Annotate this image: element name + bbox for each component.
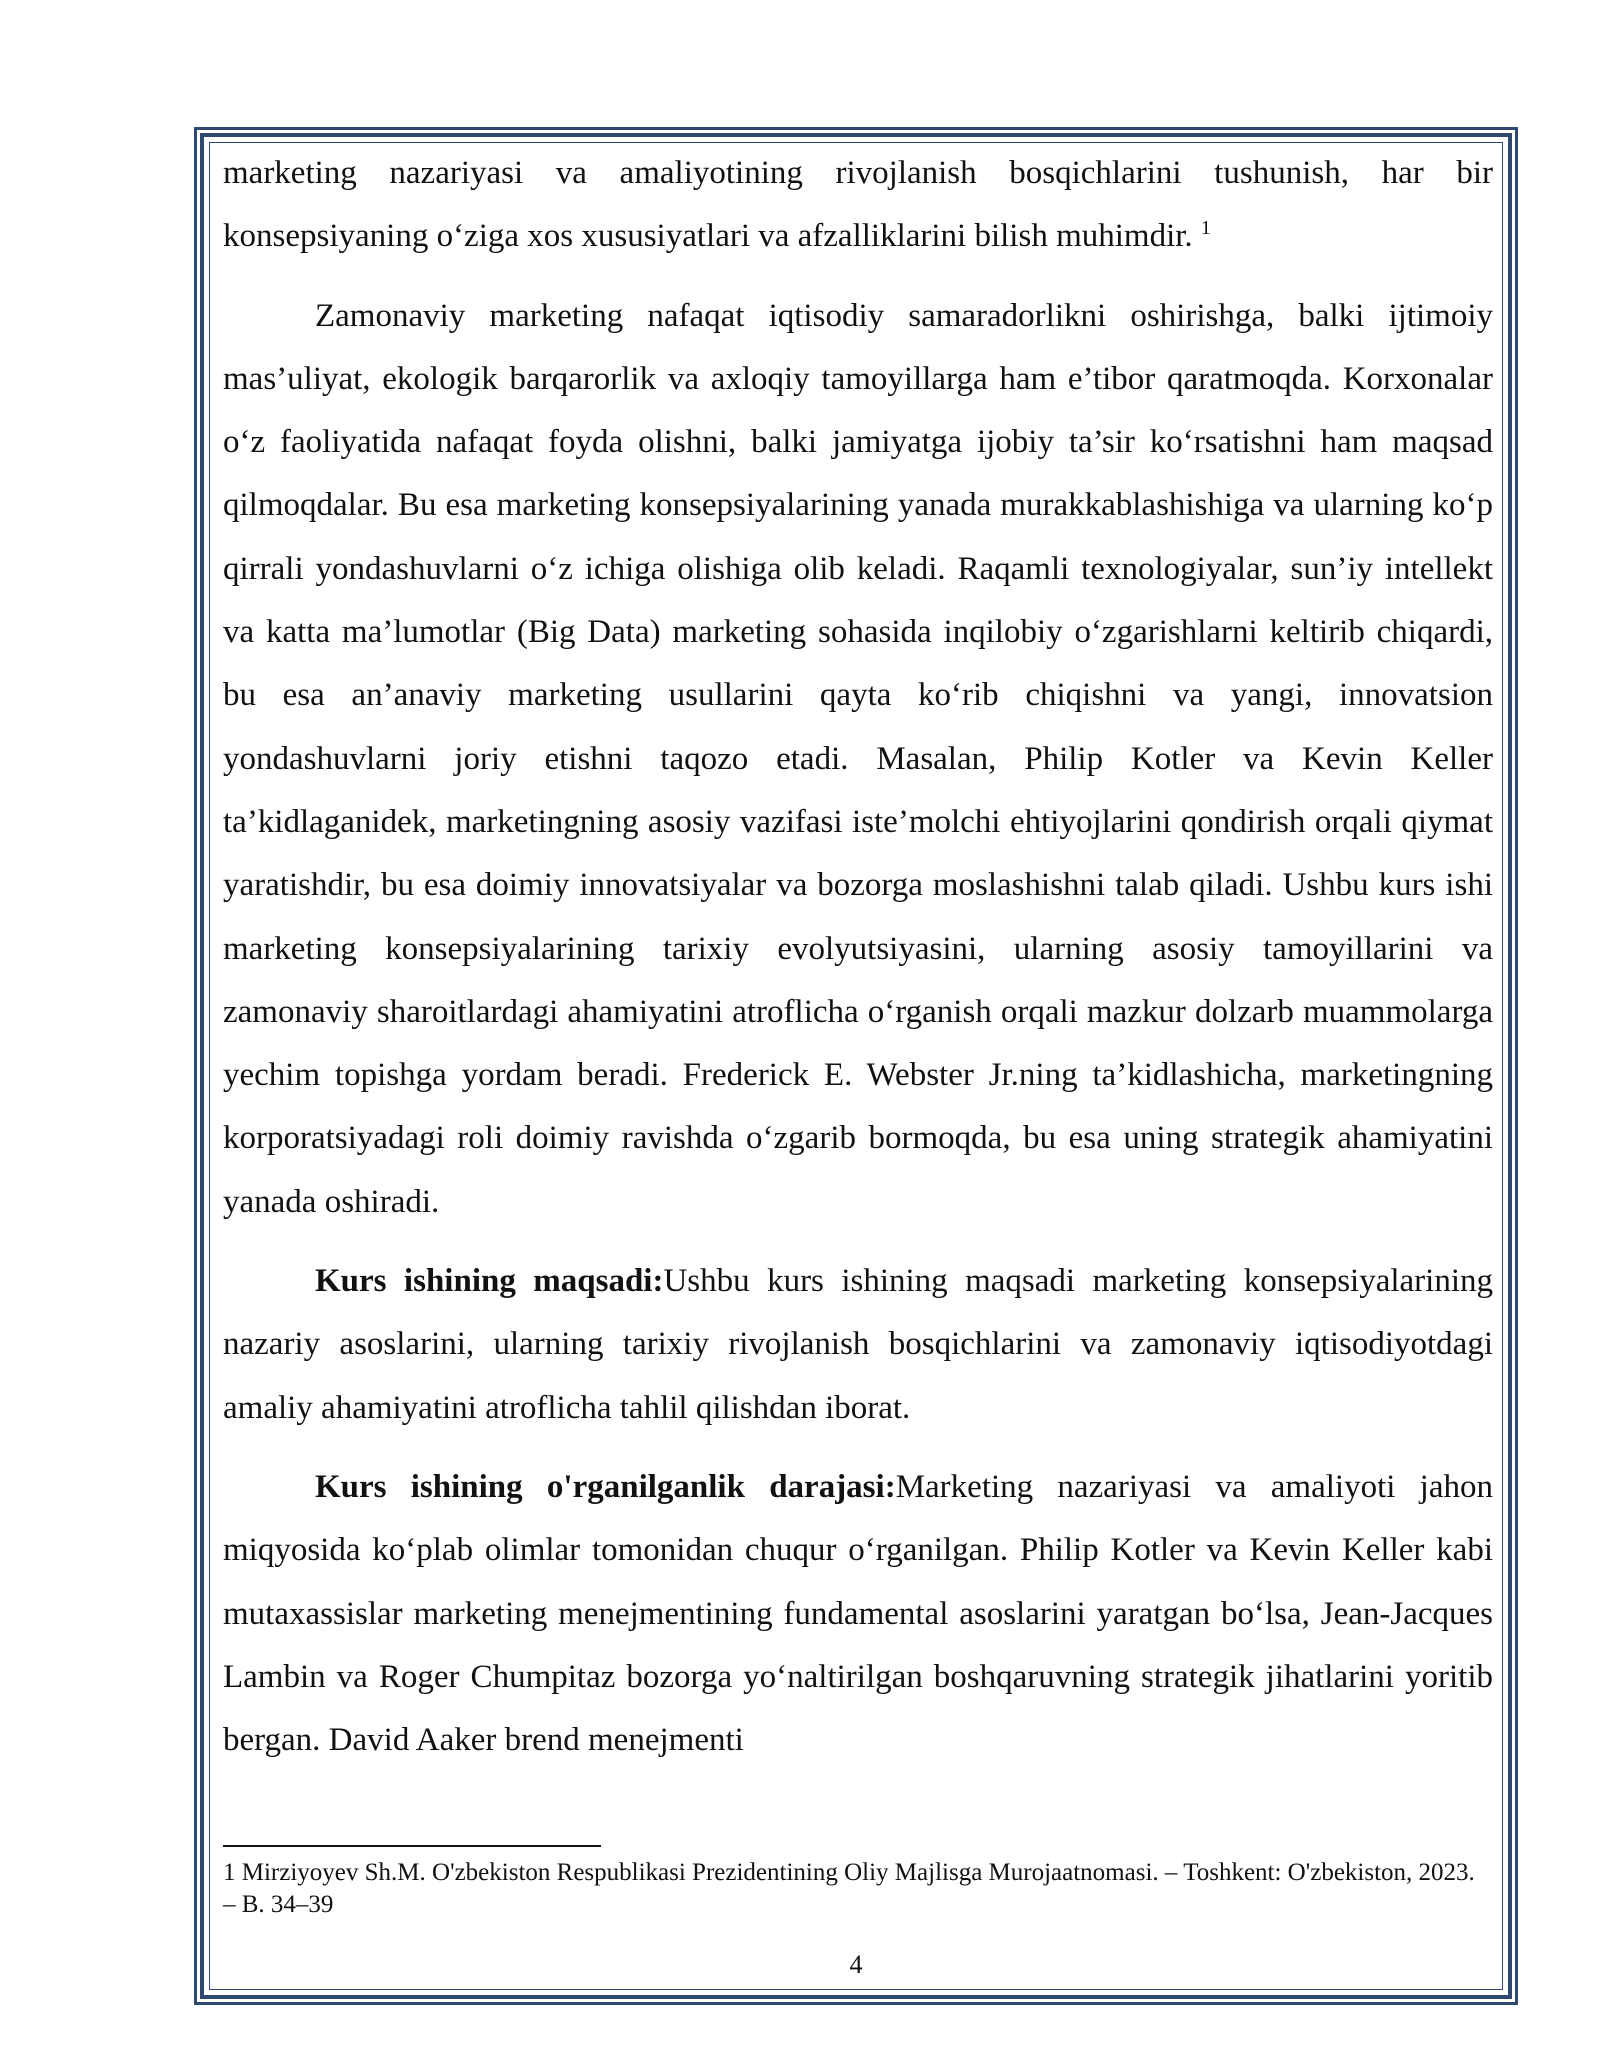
paragraph-text: Marketing nazariyasi va amaliyoti jahon miqyosida ko‘plab olimlar tomonidan chuqur o‘rganilgan. Philip Kotler va Kevin Keller kabi mutaxassislar marketing menejmentining fundamental asoslarini yaratgan bo‘lsa, Jean-Jacques Lambin va Roger Chumpitaz bozorga yo‘naltirilgan boshqaruvning strategik jihatlarini yoritib bergan. David Aaker brend menejmenti [223,1468,1493,1759]
paragraph-modern-marketing [223,285,1493,1234]
paragraph-research-level [223,1456,1493,1772]
page-number: 4 [849,1950,863,1979]
footnote-separator [223,1845,601,1847]
paragraph-text: Zamonaviy marketing nafaqat iqtisodiy samaradorlikni oshirishga, balki ijtimoiy mas’uliyat, ekologik barqarorlik va axloqiy tamoyillarga ham e’tibor qaratmoqda. Korxonalar o‘z faoliyatida nafaqat foyda olishni, balki jamiyatga ijobiy ta’sir ko‘rsatishni ham maqsad qilmoqdalar. Bu esa marketing konsepsiyalarining yanada murakkablashishiga va ularning ko‘p qirrali yondashuvlarni o‘z ichiga olishiga olib keladi. Raqamli texnologiyalar, sun’iy intellekt va katta ma’lumotlar (Big Data) marketing sohasida inqilobiy o‘zgarishlarni keltirib chiqardi, bu esa an’anaviy marketing usullarini qayta ko‘rib chiqishni va yangi, innovatsion yondashuvlarni joriy etishni taqozo etadi. Masalan, Philip Kotler va Kevin Keller ta’kidlaganidek, marketingning asosiy vazifasi iste’molchi ehtiyojlarini qondirish orqali qiymat yaratishdir, bu esa doimiy innovatsiyalar va bozorga moslashishni talab qiladi. Ushbu kurs ishi marketing konsepsiyalarining tarixiy evolyutsiyasini, ularning asosiy tamoyillarini va zamonaviy sharoitlardagi ahamiyatini atroflicha o‘rganish orqali mazkur dolzarb muammolarga yechim topishga yordam beradi. Frederick E. Webster Jr.ning ta’kidlashicha, marketingning korporatsiyadagi roli doimiy ravishda o‘zgarib bormoqda, bu esa uning strategik ahamiyatini yanada oshiradi. [223,297,1493,1220]
footnote-reference[interactable]: 1 [1200,217,1211,240]
paragraph-text: marketing nazariyasi va amaliyotining rivojlanish bosqichlarini tushunish, har bir konsepsiyaning o‘ziga xos xususiyatlari va afzalliklarini bilish muhimdir. [223,155,1493,255]
document-body [223,142,1493,1788]
paragraph-text: Ushbu kurs ishining maqsadi marketing konsepsiyalarining nazariy asoslarini, ularning tarixiy rivojlanish bosqichlarini va zamonaviy iqtisodiyotdagi amaliy ahamiyatini atroflicha tahlil qilishdan iborat. [223,1263,1493,1426]
paragraph-label: Kurs ishining o'rganilganlik darajasi: [315,1468,896,1505]
paragraph-continuation [223,142,1493,269]
paragraph-course-goal [223,1250,1493,1440]
paragraph-label: Kurs ishining maqsadi: [315,1263,664,1300]
footnote-text: 1 Mirziyoyev Sh.M. O'zbekiston Respublikasi Prezidentining Oliy Majlisga Murojaatnomasi. – Toshkent: O'zbekiston, 2023. – B. 34–39 [223,1859,1475,1918]
